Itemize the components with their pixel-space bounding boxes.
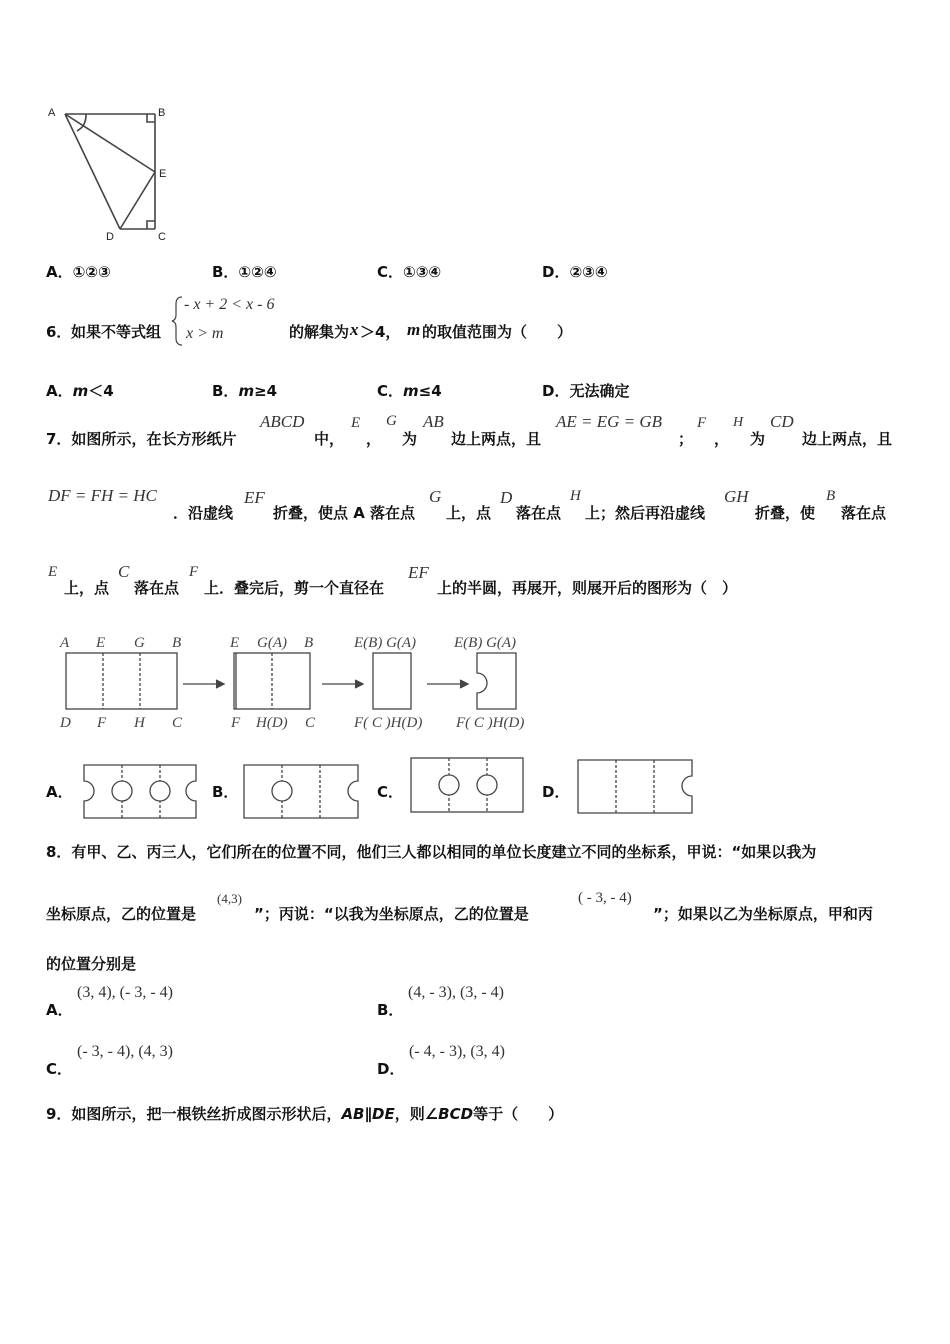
q7-option-a[interactable]: A．: [46, 783, 73, 801]
q7-text: 上．叠完后，剪一个直径在: [204, 579, 385, 597]
fig-label: G(A): [257, 635, 287, 651]
point-label-d: D: [106, 231, 114, 243]
q7-math: G: [429, 487, 442, 506]
fig-label: H: [134, 715, 145, 731]
q7-text: ，: [714, 430, 730, 448]
fig-label: F: [97, 715, 107, 731]
q7-math: F: [697, 415, 707, 431]
q7-math: E: [351, 415, 361, 431]
q7-text: 落在点: [516, 504, 562, 522]
fig-label: F: [231, 715, 241, 731]
option-a-shape: [84, 765, 196, 818]
q6-mid: 的解集为: [289, 323, 350, 341]
q7-text: ．沿虚线: [173, 504, 234, 522]
q8-line3: 的位置分别是: [46, 955, 137, 973]
q7-text: 上，点: [446, 504, 492, 522]
q7-text: 上；然后再沿虚线: [585, 504, 706, 522]
q6-inequality-2: x > m: [186, 325, 224, 342]
q7-math: EF: [244, 488, 265, 507]
q8-line2-a: 坐标原点，乙的位置是: [46, 905, 197, 923]
fig-label: B: [304, 635, 314, 651]
q7-math: C: [118, 562, 130, 581]
q6-number: 6．: [46, 323, 72, 341]
q6-var-x: x: [350, 320, 359, 339]
q7-math: F: [189, 564, 199, 580]
q7-option-c[interactable]: C．: [377, 783, 404, 801]
q5-option-c[interactable]: C．①③④: [377, 263, 442, 281]
q7-text: 边上两点，且: [451, 430, 542, 448]
q7-math: DF = FH = HC: [48, 486, 157, 505]
q7-math: D: [500, 488, 513, 507]
option-c-shape: [411, 758, 523, 812]
fig-label: C: [172, 715, 183, 731]
q7-math: H: [733, 415, 744, 430]
q7-option-b[interactable]: B．: [212, 783, 239, 801]
q7-text: 为: [750, 430, 766, 448]
q7-text: 中，: [314, 430, 345, 448]
q8-line2-c: ”；如果以乙为坐标原点，甲和丙: [653, 905, 873, 923]
q6-option-b[interactable]: B．m≥4: [212, 382, 278, 400]
q7-math: E: [48, 564, 58, 580]
q7-option-d[interactable]: D．: [542, 783, 570, 801]
fig-label: C: [305, 715, 316, 731]
fig-label: F( C )H(D): [456, 715, 525, 731]
point-label-b: B: [158, 107, 166, 119]
fig-label: E: [230, 635, 240, 651]
q7-math: G: [386, 413, 397, 429]
q7-text: 边上两点，且: [802, 430, 893, 448]
fig-label: E: [96, 635, 106, 651]
q7-text: 折叠，使点 A 落在点: [273, 504, 416, 522]
q8-math: (4,3): [217, 891, 242, 906]
fig-label: E(B) G(A): [354, 635, 417, 651]
option-d-shape: [578, 760, 692, 813]
q6-option-c[interactable]: C．m≤4: [377, 382, 442, 400]
q5-option-d[interactable]: D．②③④: [542, 263, 608, 281]
q7-text: ；: [678, 430, 694, 448]
option-b-shape: [244, 765, 358, 818]
point-label-c: C: [158, 231, 166, 243]
q8-line2-b: ”；丙说：“以我为坐标原点，乙的位置是: [254, 905, 529, 923]
fig-label: E(B) G(A): [454, 635, 517, 651]
q7-math: B: [826, 488, 836, 504]
q7-text: 落在点: [841, 504, 887, 522]
q5-option-b[interactable]: B．①②④: [212, 263, 277, 281]
fig-label: H(D): [256, 715, 288, 731]
q9-stem: 9．如图所示，把一根铁丝折成图示形状后，AB∥DE，则∠BCD等于（ ）: [46, 1105, 564, 1123]
q6-inequality-1: - x + 2 < x - 6: [184, 296, 275, 313]
q7-text: 落在点: [134, 579, 180, 597]
q8-math: ( - 3, - 4): [578, 890, 632, 906]
point-label-e: E: [159, 168, 167, 180]
fig-label: A: [60, 635, 70, 651]
fig-label: B: [172, 635, 182, 651]
q6-cond: ＞4，: [360, 323, 401, 341]
q7-text: 上，点: [64, 579, 110, 597]
q7-math: ABCD: [260, 412, 305, 431]
q7-text: 上的半圆，再展开，则展开后的图形为（ ）: [437, 579, 738, 597]
fig-label: G: [134, 635, 145, 651]
q5-option-a[interactable]: A．①②③: [46, 263, 111, 281]
point-label-a: A: [48, 107, 56, 119]
q7-text: 7．如图所示，在长方形纸片: [46, 430, 237, 448]
q7-math: H: [570, 488, 581, 504]
q6-suffix: 的取值范围为（ ）: [422, 323, 573, 341]
q7-math: EF: [408, 563, 429, 582]
q7-math: AB: [423, 412, 444, 431]
q6-option-d[interactable]: D．无法确定: [542, 382, 630, 400]
fig-label: D: [60, 715, 71, 731]
q7-text: 为: [402, 430, 418, 448]
q8-line1: 8．有甲、乙、丙三人，它们所在的位置不同，他们三人都以相同的单位长度建立不同的坐标系，甲说：“如果以我为: [46, 843, 817, 861]
q7-text: 折叠，使: [755, 504, 816, 522]
q6-var-m: m: [407, 320, 421, 339]
q7-math: GH: [724, 487, 749, 506]
fig-label: F( C )H(D): [354, 715, 423, 731]
q6-prefix: 如果不等式组: [71, 323, 162, 341]
q7-math: CD: [770, 412, 794, 431]
q6-option-a[interactable]: A．m＜4: [46, 382, 114, 400]
q7-text: ，: [366, 430, 382, 448]
q7-math: AE = EG = GB: [556, 412, 663, 431]
